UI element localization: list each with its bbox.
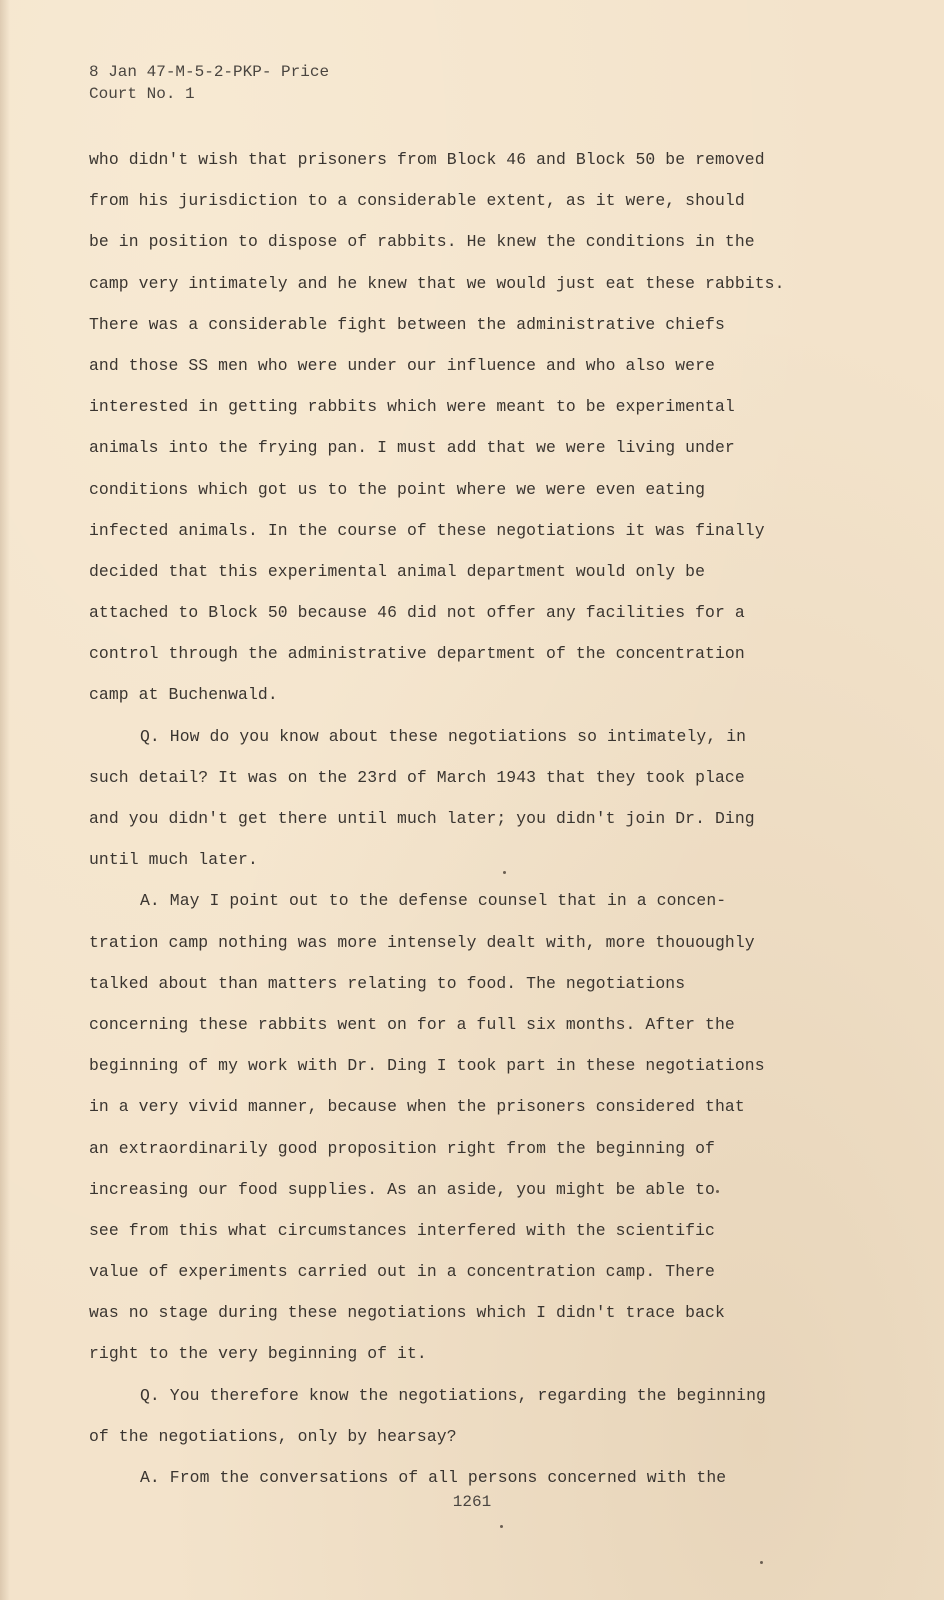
transcript-line: was no stage during these negotiations which I didn't trace back: [89, 1303, 725, 1323]
transcript-line: such detail? It was on the 23rd of March 1943 that they took place: [89, 767, 745, 787]
transcript-line: talked about than matters relating to food. The negotiations: [89, 973, 686, 993]
paper-speck: [503, 871, 506, 874]
transcript-line: infected animals. In the course of these negotiations it was finally: [89, 520, 765, 540]
transcript-line: There was a considerable fight between the administrative chiefs: [89, 314, 725, 334]
transcript-line: A. May I point out to the defense counsel that in a concen-: [140, 891, 727, 911]
transcript-line: camp at Buchenwald.: [89, 685, 278, 705]
paper-speck: [716, 1190, 719, 1193]
document-header: [89, 61, 329, 105]
transcript-line: see from this what circumstances interfered with the scientific: [89, 1220, 715, 1240]
transcript-line: and you didn't get there until much later; you didn't join Dr. Ding: [89, 809, 755, 828]
transcript-line: in a very vivid manner, because when the prisoners considered that: [89, 1097, 745, 1117]
transcript-line: an extraordinarily good proposition right from the beginning of: [89, 1138, 715, 1158]
paper-speck: [500, 1525, 503, 1528]
transcript-line: and those SS men who were under our influence and who also were: [89, 355, 715, 375]
transcript-line: until much later.: [89, 850, 258, 870]
transcript-line: Q. How do you know about these negotiations so intimately, in: [140, 726, 747, 746]
transcript-line: increasing our food supplies. As an aside, you might be able to: [89, 1179, 715, 1199]
page-number: 1261: [452, 1493, 492, 1511]
transcript-body: [89, 139, 809, 1498]
transcript-line: concerning these rabbits went on for a full six months. After the: [89, 1014, 735, 1034]
transcript-line: value of experiments carried out in a concentration camp. There: [89, 1262, 715, 1282]
transcript-line: animals into the frying pan. I must add that we were living under: [89, 438, 735, 458]
transcript-line: be in position to dispose of rabbits. He knew the conditions in the: [89, 232, 755, 252]
transcript-line: tration camp nothing was more intensely dealt with, more thououghly: [89, 932, 755, 952]
transcript-line: right to the very beginning of it.: [89, 1344, 427, 1364]
transcript-line: decided that this experimental animal department would only be: [89, 561, 706, 581]
paper-speck: [760, 1561, 763, 1564]
transcript-line: who didn't wish that prisoners from Block 46 and Block 50 be removed: [89, 150, 765, 169]
header-court: Court No. 1: [89, 85, 195, 103]
transcript-line: of the negotiations, only by hearsay?: [89, 1426, 457, 1446]
transcript-line: Q. You therefore know the negotiations, regarding the beginning: [140, 1385, 766, 1405]
transcript-line: attached to Block 50 because 46 did not offer any facilities for a: [89, 603, 745, 623]
header-reference: 8 Jan 47-M-5-2-PKP- Price: [89, 63, 330, 81]
transcript-line: interested in getting rabbits which were meant to be experimental: [89, 397, 735, 417]
transcript-line: A. From the conversations of all persons concerned with the: [140, 1468, 727, 1487]
transcript-line: camp very intimately and he knew that we would just eat these rabbits.: [89, 273, 785, 293]
transcript-line: beginning of my work with Dr. Ding I took part in these negotiations: [89, 1056, 765, 1076]
transcript-line: control through the administrative department of the concentration: [89, 644, 745, 664]
transcript-line: conditions which got us to the point where we were even eating: [89, 479, 706, 499]
transcript-line: from his jurisdiction to a considerable extent, as it were, should: [89, 191, 745, 211]
